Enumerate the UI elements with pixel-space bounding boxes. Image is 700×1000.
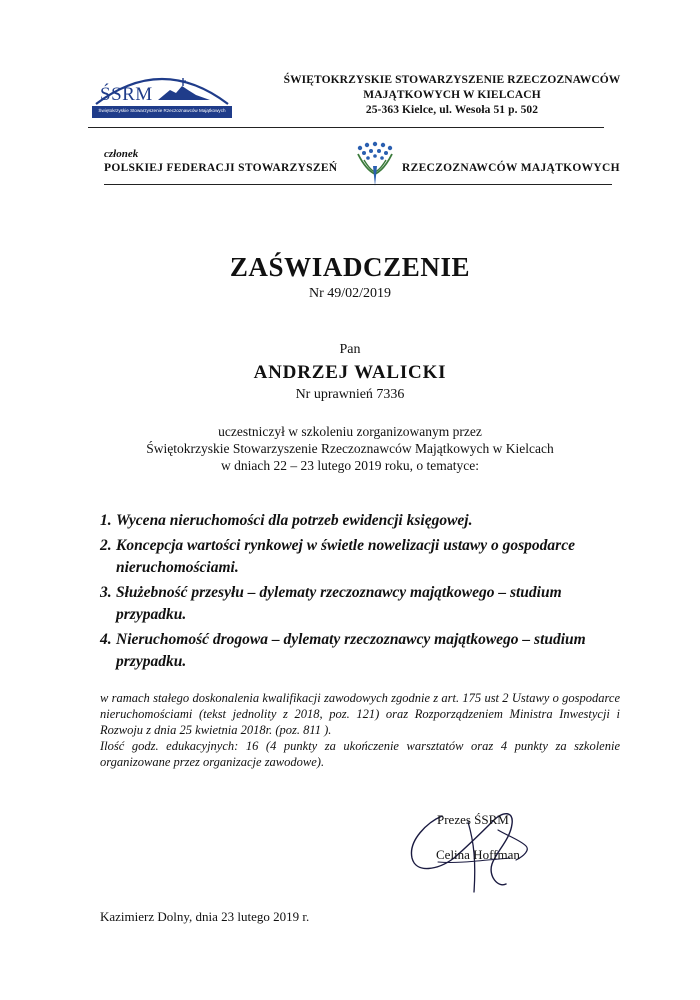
certificate-number: Nr 49/02/2019: [308, 286, 392, 301]
place-and-date: Kazimierz Dolny, dnia 23 lutego 2019 r.: [100, 909, 310, 924]
topic-number: 2.: [100, 537, 112, 554]
topic-item: [100, 629, 620, 673]
federation-name-right: RZECZOZNAWCÓW MAJĄTKOWYCH: [402, 162, 620, 174]
topic-text: Służebność przesyłu – dylematy rzeczoznawcy majątkowego – studium przypadku.: [116, 584, 562, 623]
intro-line-3: w dniach 22 – 23 lutego 2019 roku, o tematyce:: [221, 458, 479, 473]
topics-list: [100, 510, 620, 676]
federation-name-left: POLSKIEJ FEDERACJI STOWARZYSZEŃ: [104, 162, 338, 174]
license-number: Nr uprawnień 7336: [295, 387, 405, 402]
federation-divider: [104, 184, 612, 185]
topic-number: 4.: [100, 631, 112, 648]
intro-line-1: uczestniczył w szkoleniu zorganizowanym przez: [218, 424, 482, 439]
topic-number: 3.: [100, 584, 112, 601]
salutation: Pan: [339, 342, 361, 357]
topic-item: [100, 582, 620, 626]
federation-emblem: [352, 140, 398, 188]
logo-abbreviation: ŚSRM: [100, 84, 153, 105]
legal-basis-note: [100, 690, 620, 770]
topic-text: Wycena nieruchomości dla potrzeb ewidencji księgowej.: [116, 512, 473, 529]
note-paragraph-1: w ramach stałego doskonalenia kwalifikacji zawodowych zgodnie z art. 175 ust 2 Ustawy o gospodarce nieruchomościami (tekst jednolity z 2018, poz. 121) oraz Rozporządzeniem Ministra Inwestycji i Rozwoju z dnia 25 kwietnia 2018r. (poz. 811 ).: [100, 691, 620, 737]
intro-line-2: Świętokrzyskie Stowarzyszenie Rzeczoznawców Majątkowych w Kielcach: [146, 441, 554, 456]
org-name-line1: ŚWIĘTOKRZYSKIE STOWARZYSZENIE RZECZOZNAWCÓW: [283, 74, 621, 86]
org-name-line2: MAJĄTKOWYCH W KIELCACH: [363, 89, 541, 101]
org-address: 25-363 Kielce, ul. Wesoła 51 p. 502: [365, 104, 539, 116]
topic-number: 1.: [100, 512, 112, 529]
signatory-name: Celina Hoffman: [436, 847, 520, 862]
organization-heading: [262, 73, 642, 118]
header-divider: [88, 127, 604, 128]
training-intro: [0, 423, 700, 474]
topic-text: Nieruchomość drogowa – dylematy rzeczoznawcy majątkowego – studium przypadku.: [116, 631, 586, 670]
member-label: członek: [104, 148, 139, 160]
person-name: ANDRZEJ WALICKI: [253, 362, 447, 383]
topic-item: [100, 535, 620, 579]
topic-text: Koncepcja wartości rynkowej w świetle nowelizacji ustawy o gospodarce nieruchomościami.: [116, 537, 575, 576]
certificate-title: ZAŚWIADCZENIE: [229, 252, 471, 282]
signatory-role: Prezes ŚSRM: [437, 812, 509, 827]
logo-subtitle: Świętokrzyskie Stowarzyszenie Rzeczoznawców Majątkowych: [98, 108, 226, 113]
note-paragraph-2: Ilość godz. edukacyjnych: 16 (4 punkty za ukończenie warsztatów oraz 4 punkty za szkolenie organizowane przez organizacje zawodowe).: [100, 739, 620, 769]
topic-item: [100, 510, 620, 532]
